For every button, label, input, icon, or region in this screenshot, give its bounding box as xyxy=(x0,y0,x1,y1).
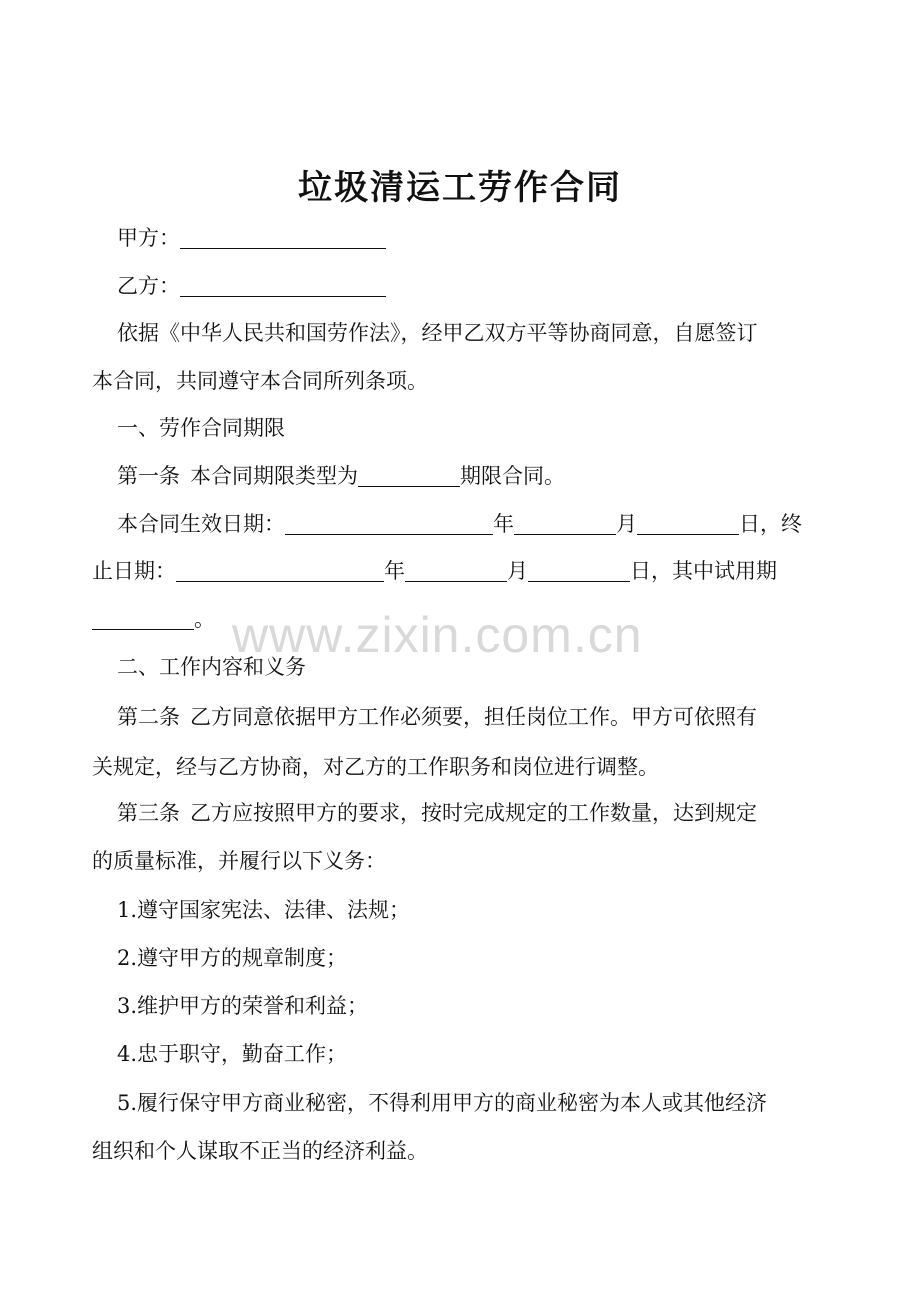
duty-item: 2.遵守甲方的规章制度； xyxy=(117,946,348,970)
article-3-line-2: 的质量标准，并履行以下义务： xyxy=(92,849,386,873)
party-a-line xyxy=(117,223,857,253)
day-label: 日， xyxy=(739,512,781,536)
duty-item: 4.忠于职守，勤奋工作； xyxy=(117,1042,348,1066)
article-2-line-1 xyxy=(117,702,837,732)
article-2-text-1: 乙方同意依据甲方工作必须要，担任岗位工作。甲方可依照有 xyxy=(190,705,757,729)
party-b-line xyxy=(117,271,857,301)
end-month-blank xyxy=(405,559,507,582)
section2-heading: 二、工作内容和义务 xyxy=(117,655,306,679)
article-2-label: 第二条 xyxy=(117,705,180,729)
month-label: 月 xyxy=(616,512,637,536)
party-a-label: 甲方： xyxy=(117,226,180,250)
duty-item: 3.维护甲方的荣誉和利益； xyxy=(117,994,369,1018)
end-date-label: 止日期： xyxy=(92,559,176,583)
duty-item-continued: 组织和个人谋取不正当的经济利益。 xyxy=(92,1139,428,1163)
article-1-text-after: 期限合同。 xyxy=(460,464,565,488)
party-b-blank xyxy=(180,274,386,297)
article-2-line-2: 关规定，经与乙方协商，对乙方的工作职务和岗位进行调整。 xyxy=(92,755,659,779)
effective-date-line xyxy=(117,509,837,539)
start-year-blank xyxy=(285,512,493,535)
intro-line-1: 依据《中华人民共和国劳作法》，经甲乙双方平等协商同意，自愿签订 xyxy=(117,321,758,345)
contract-type-blank xyxy=(358,464,460,487)
duty-item: 5.履行保守甲方商业秘密，不得利用甲方的商业秘密为本人或其他经济 xyxy=(117,1091,768,1115)
probation-label: 其中试用期 xyxy=(672,559,777,583)
watermark: www.zixin.com.cn xyxy=(232,607,643,663)
section1-heading: 一、劳作合同期限 xyxy=(117,416,285,440)
end-date-line xyxy=(92,556,832,586)
article-1 xyxy=(117,461,857,491)
end-day-blank xyxy=(528,559,630,582)
document-title: 垃圾清运工劳作合同 xyxy=(298,168,622,208)
probation-line xyxy=(92,604,832,634)
article-3-label: 第三条 xyxy=(117,801,180,825)
end-day-label: 日， xyxy=(630,559,672,583)
article-3-line-1 xyxy=(117,798,837,828)
effective-date-label: 本合同生效日期： xyxy=(117,512,285,536)
year-label: 年 xyxy=(493,512,514,536)
end-year-label: 年 xyxy=(384,559,405,583)
duty-item: 1.遵守国家宪法、法律、法规； xyxy=(117,898,411,922)
party-a-blank xyxy=(180,226,386,249)
article-1-label: 第一条 xyxy=(117,464,180,488)
end-year-blank xyxy=(176,559,384,582)
end-wrap-char: 终 xyxy=(781,512,802,536)
article-3-text-1: 乙方应按照甲方的要求，按时完成规定的工作数量，达到规定 xyxy=(190,801,757,825)
intro-line-2: 本合同，共同遵守本合同所列条项。 xyxy=(92,369,428,393)
probation-period-end: 。 xyxy=(194,607,215,631)
probation-blank xyxy=(92,607,194,630)
start-day-blank xyxy=(637,512,739,535)
end-month-label: 月 xyxy=(507,559,528,583)
party-b-label: 乙方： xyxy=(117,274,180,298)
article-1-text-before: 本合同期限类型为 xyxy=(190,464,358,488)
start-month-blank xyxy=(514,512,616,535)
